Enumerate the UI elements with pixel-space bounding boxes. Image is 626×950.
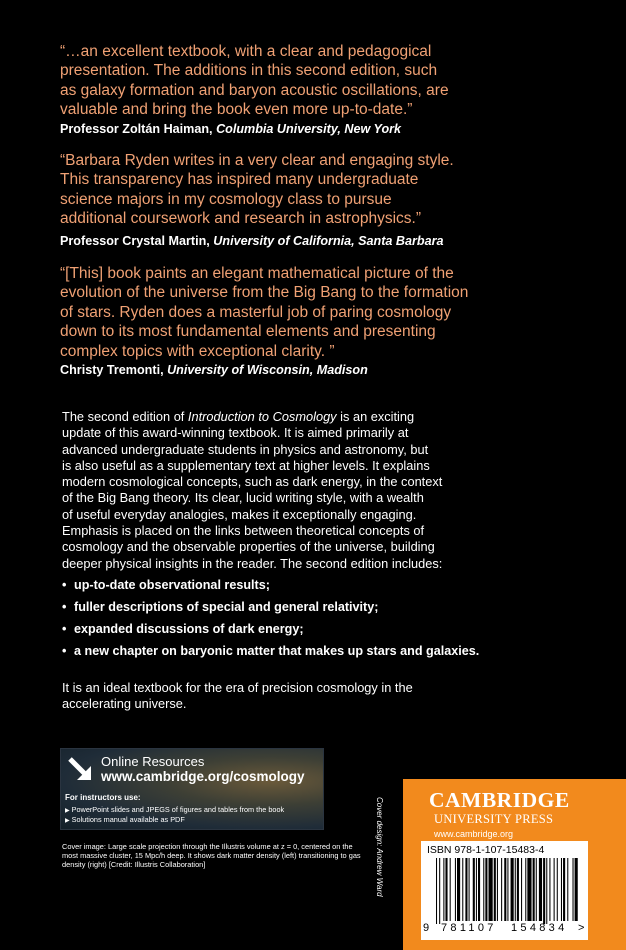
barcode-bar (543, 858, 545, 924)
closing-paragraph (62, 680, 562, 713)
closing-line: accelerating universe. (62, 696, 187, 712)
barcode-bar (507, 858, 508, 921)
bullet-icon: • (62, 600, 67, 614)
list-item: • expanded discussions of dark energy; (62, 622, 304, 636)
barcode-bar (445, 858, 447, 921)
barcode-bar (494, 858, 496, 921)
quote-line: as galaxy formation and baryon acoustic oscillations, are (60, 81, 449, 99)
quote-line: science majors in my cosmology class to pursue (60, 190, 392, 208)
bullet-icon: • (62, 622, 67, 636)
barcode-bar (443, 858, 444, 921)
barcode-bar (563, 858, 565, 921)
barcode-bar (527, 858, 531, 921)
barcode-bar (521, 858, 522, 921)
book-description (62, 409, 562, 572)
review-quote-2 (60, 151, 570, 229)
barcode-digits-right: 154834 (511, 922, 568, 934)
quote-line: down to its most fundamental elements and presenting (60, 323, 436, 341)
review-quote-1 (60, 42, 570, 120)
barcode-bar (567, 858, 568, 921)
description-line: update of this award-winning textbook. It is aimed primarily at (62, 425, 409, 441)
description-line: cosmology and the observable properties of the universe, building (62, 539, 435, 555)
reviewer-affiliation: University of California, Santa Barbara (213, 234, 444, 248)
barcode-bar (469, 858, 470, 921)
list-item: • up-to-date observational results; (62, 578, 270, 592)
barcode-bar (457, 858, 460, 921)
barcode-bar (483, 858, 484, 921)
closing-line: It is an ideal textbook for the era of precision cosmology in the (62, 680, 413, 695)
barcode-bar (554, 858, 555, 921)
barcode-bar (517, 858, 519, 921)
barcode-bar (436, 858, 437, 924)
description-line: is also useful as a supplementary text at higher levels. It explains (62, 457, 430, 473)
barcode-bar (497, 858, 498, 921)
quote-line: This transparency has inspired many undergraduate (60, 171, 419, 189)
barcode-bar (511, 858, 514, 921)
quote-line: evolution of the universe from the Big Bang to the formation (60, 284, 469, 302)
reviewer-name: Christy Tremonti, (60, 363, 164, 377)
barcode-bar (489, 858, 493, 921)
resources-url-link[interactable]: www.cambridge.org/cosmology (101, 769, 305, 784)
reviewer-affiliation: University of Wisconsin, Madison (167, 363, 368, 377)
barcode-bar (525, 858, 526, 921)
barcode-bar (549, 858, 550, 921)
publisher-website: www.cambridge.org (434, 829, 514, 839)
barcode-bar (450, 858, 451, 921)
barcode-bar (533, 858, 535, 921)
publisher-logo-name: CAMBRIDGE (429, 788, 570, 812)
resource-item: ▶ PowerPoint slides and JPEGS of figures and tables from the book (65, 805, 285, 814)
description-line: The second edition of Introduction to Cosmology is an exciting (62, 409, 415, 424)
online-resources-box[interactable] (60, 748, 324, 830)
barcode-bar (439, 858, 440, 924)
bullet-icon: • (62, 578, 67, 592)
quote-line: additional coursework and research in astrophysics.” (60, 210, 421, 228)
barcode-bar (473, 858, 475, 921)
review-attribution-3 (60, 363, 368, 377)
barcode-digits-left: 781107 (441, 922, 497, 934)
barcode-digit-first: 9 (423, 922, 430, 934)
barcode-bar (465, 858, 467, 921)
cover-image-caption: Cover image: Large scale projection through the Illustris volume at z = 0, centered on the most massive cluster, 15 Mpc/h deep. It shows dark matter density (left) transitioning to gas density (right) [Credit: Illustris Collaboration] (62, 842, 361, 870)
triangle-right-icon: ▶ (65, 818, 70, 824)
barcode-bar (515, 858, 516, 921)
resources-title: Online Resources (101, 754, 205, 769)
barcode-bar (546, 858, 547, 924)
barcode-bar (455, 858, 456, 921)
reviewer-name: Professor Crystal Martin, (60, 234, 210, 248)
quote-line: valuable and bring the book even more up-to-date.” (60, 101, 413, 119)
barcode-bar (561, 858, 562, 921)
list-item: • fuller descriptions of special and general relativity; (62, 600, 379, 614)
quote-line: “[This] book paints an elegant mathematical picture of the (60, 265, 454, 282)
barcode-bar (536, 858, 537, 921)
barcode-bar (573, 858, 574, 921)
isbn-label: ISBN 978-1-107-15483-4 (427, 844, 545, 856)
description-line: deeper physical insights in the reader. The second edition includes: (62, 555, 443, 571)
barcode-end-mark: > (578, 922, 585, 934)
barcode-bar (504, 858, 506, 921)
instructors-label: For instructors use: (65, 793, 141, 802)
isbn-barcode (421, 841, 588, 940)
book-title: Introduction to Cosmology (187, 409, 337, 424)
quote-line: “Barbara Ryden writes in a very clear and engaging style. (60, 152, 454, 169)
triangle-right-icon: ▶ (65, 808, 70, 814)
barcode-bar (485, 858, 487, 921)
publisher-logo-press: UNIVERSITY PRESS (434, 812, 554, 826)
arrow-icon (65, 754, 95, 784)
quote-line: “…an excellent textbook, with a clear and pedagogical (60, 43, 432, 60)
review-attribution-1 (60, 122, 401, 136)
barcode-bar (462, 858, 463, 921)
description-line: of the Big Bang theory. Its clear, lucid writing style, with a wealth (62, 490, 424, 506)
barcode-bar (575, 858, 578, 921)
description-line: Emphasis is placed on the links between theoretical concepts of (62, 523, 425, 539)
review-quote-3 (60, 264, 570, 361)
reviewer-name: Professor Zoltán Haiman, (60, 122, 213, 136)
features-list (62, 577, 522, 665)
reviewer-affiliation: Columbia University, New York (216, 122, 402, 136)
quote-line: complex topics with exceptional clarity. ” (60, 342, 335, 360)
barcode-bar (557, 858, 558, 921)
barcode-bar (539, 858, 542, 921)
bullet-icon: • (62, 644, 67, 658)
review-attribution-2 (60, 234, 444, 248)
description-line: of useful everyday analogies, makes it exceptionally engaging. (62, 506, 417, 522)
quote-line: presentation. The additions in this second edition, such (60, 62, 438, 80)
description-line: modern cosmological concepts, such as dark energy, in the context (62, 474, 443, 490)
resource-item: ▶ Solutions manual available as PDF (65, 815, 185, 824)
barcode-bar (501, 858, 502, 921)
barcode-bar (476, 858, 477, 921)
description-line: advanced undergraduate students in physics and astronomy, but (62, 441, 429, 457)
barcode-bar (478, 858, 480, 921)
list-item: • a new chapter on baryonic matter that makes up stars and galaxies. (62, 644, 480, 658)
quote-line: of stars. Ryden does a masterful job of paring cosmology (60, 303, 452, 321)
cover-design-credit: Cover design: Andrew Ward (375, 797, 384, 897)
